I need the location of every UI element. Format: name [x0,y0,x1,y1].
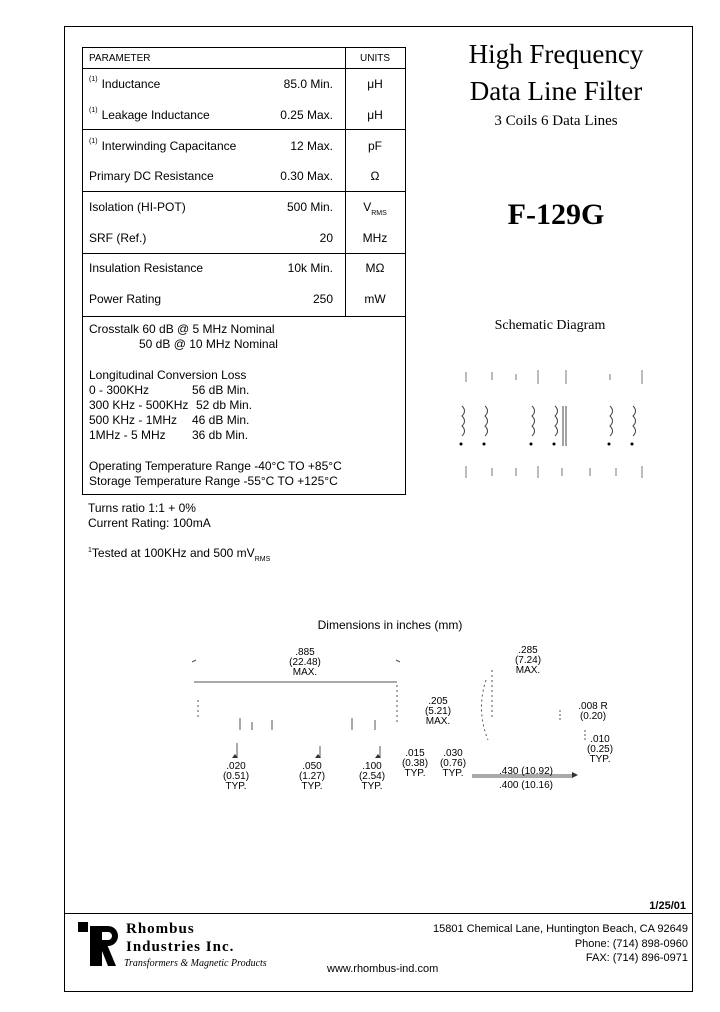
parameter-header: PARAMETER [89,53,151,64]
dim-height [506,646,550,676]
spec-table-header [83,48,405,69]
row-unit: Ω [370,169,380,183]
longitudinal-value: 46 dB Min. [192,413,250,427]
dim-value-mm: (2.54) [358,771,386,782]
longitudinal-title: Longitudinal Conversion Loss [89,368,247,382]
dim-qualifier: MAX. [292,667,318,678]
row-value: 500 Min. [286,200,333,214]
row-label: Power Rating [89,292,162,306]
row-unit: V [363,200,372,214]
pin-leads [240,718,375,730]
row-unit-sub: RMS [371,210,387,217]
dim-qualifier: TYP. [442,768,464,779]
dim-value-mm: (0.38) [401,758,429,769]
coil-1 [462,406,488,436]
row-label: Isolation (HI-POT) [89,200,186,214]
part-number: F-129G [507,198,605,231]
row-divider [83,253,405,254]
dim-qualifier: TYP. [404,768,426,779]
dim-value-in: .100 [362,761,382,772]
dim-value-in: .205 [428,696,448,707]
company-website[interactable]: www.rhombus-ind.com [327,963,439,975]
dim-value-in: .015 [405,748,425,759]
dim-value-in: .030 [443,748,463,759]
subtitle: 3 Coils 6 Data Lines [494,113,618,129]
spec-row-power-rating [83,290,405,310]
row-unit: μH [367,77,383,91]
footnote-text: Tested at 100KHz and 500 mV [91,546,255,560]
row-value: 0.30 Max. [280,169,333,183]
row-unit: MΩ [365,261,385,275]
footer-divider [64,913,693,914]
dim-row-pitch [354,762,390,792]
dim-value-mm: (1.27) [298,771,326,782]
row-value: 20 [319,231,333,245]
spec-row-insulation-resistance [83,259,405,279]
coil-2 [532,406,566,446]
spec-row-inductance [83,75,405,95]
dim-value-in: .285 [518,645,538,656]
spec-row-dc-resistance [83,167,405,187]
coil-3 [610,406,636,436]
dim-value-mm: (0.25) [586,744,614,755]
crosstalk-line: Crosstalk 60 dB @ 5 MHz Nominal [89,322,275,336]
spec-row-isolation [83,198,405,218]
spec-row-srf [83,229,405,249]
dim-value-in: .008 R [578,701,608,712]
dim-pin-width [218,762,254,792]
dim-radius [571,702,615,722]
company-phone: Phone: (714) 898-0960 [574,938,688,950]
row-value: 12 Max. [290,139,333,153]
longitudinal-range: 300 KHz - 500KHz [89,398,189,412]
spec-row-interwinding-capacitance [83,137,405,157]
dim-value-mm: (22.48) [289,657,321,668]
dim-qualifier: TYP. [589,754,611,765]
row-label: Insulation Resistance [89,261,204,275]
dim-qualifier: MAX. [515,665,541,676]
row-label: SRF (Ref.) [89,231,147,245]
longitudinal-range: 1MHz - 5 MHz [89,428,166,442]
row-unit: pF [367,139,382,153]
row-label: Primary DC Resistance [89,169,214,183]
current-rating: Current Rating: 100mA [88,516,211,530]
row-label: Interwinding Capacitance [101,139,237,153]
dim-standoff [398,749,432,779]
schematic-diagram [450,360,665,490]
row-value: 250 [312,292,333,306]
storage-temperature: Storage Temperature Range -55°C TO +125°C [89,474,338,488]
company-tagline: Transformers & Magnetic Products [124,958,267,969]
dim-qualifier: TYP. [361,781,383,792]
revision-date: 1/25/01 [649,900,686,912]
dim-value-mm: (0.20) [579,711,607,722]
row-unit: mW [364,292,386,306]
dim-length [283,648,327,678]
polarity-dots [460,443,634,446]
dim-value-in: .885 [295,647,315,658]
row-value: 10k Min. [287,261,333,275]
dim-qualifier: MAX. [425,716,451,727]
dim-span-outer: .430 (10.92) [499,766,553,777]
row-divider [83,191,405,192]
row-label: Leakage Inductance [101,108,210,122]
dim-value-mm: (0.76) [439,758,467,769]
row-value: 0.25 Max. [280,108,333,122]
row-unit: MHz [362,231,388,245]
body-outline [198,685,397,725]
dimensions-title: Dimensions in inches (mm) [317,618,463,632]
dim-value-in: .020 [226,761,246,772]
longitudinal-value: 36 db Min. [192,428,249,442]
units-header: UNITS [360,53,390,64]
dim-body-height [418,697,458,727]
title-line-2: Data Line Filter [469,76,643,106]
footnote-mark: 1 [88,547,92,554]
row-divider [83,316,405,317]
side-profile [481,670,492,740]
dim-value-mm: (7.24) [514,655,542,666]
footnote-ref: (1) [89,138,98,145]
operating-temperature: Operating Temperature Range -40°C TO +85°C [89,459,342,473]
footnote-ref: (1) [89,107,98,114]
rhombus-logo-icon [78,922,120,968]
longitudinal-range: 0 - 300KHz [89,383,150,397]
company-address: 15801 Chemical Lane, Huntington Beach, CA 92649 [432,923,688,935]
company-name-line-1: Rhombus [126,921,195,937]
schematic-title: Schematic Diagram [494,318,606,333]
dim-qualifier: TYP. [225,781,247,792]
company-fax: FAX: (714) 896-0971 [585,952,688,964]
dim-value-mm: (0.51) [222,771,250,782]
turns-ratio: Turns ratio 1:1 + 0% [88,501,196,515]
row-divider [83,129,405,130]
title-line-1: High Frequency [468,39,644,69]
dim-value-in: .010 [590,734,610,745]
crosstalk-line: 50 dB @ 10 MHz Nominal [139,337,278,351]
row-value: 85.0 Min. [283,77,333,91]
test-footnote [88,546,271,563]
pin-marks [466,370,642,478]
footnote-sub: RMS [254,556,271,563]
dim-qualifier: TYP. [301,781,323,792]
dim-lead-thickness [583,735,617,765]
dim-pitch [294,762,330,792]
dim-value-mm: (5.21) [424,706,452,717]
spec-table [82,47,406,495]
dim-value-in: .050 [302,761,322,772]
company-name-line-2: Industries Inc. [126,939,235,955]
spec-row-leakage-inductance [83,106,405,126]
longitudinal-value: 56 dB Min. [192,383,250,397]
longitudinal-range: 500 KHz - 1MHz [89,413,178,427]
row-label: Inductance [101,77,161,91]
dim-foot [436,749,470,779]
longitudinal-value: 52 db Min. [196,398,253,412]
footnote-ref: (1) [89,76,98,83]
row-unit: μH [367,108,383,122]
dim-span-inner: .400 (10.16) [499,780,553,791]
